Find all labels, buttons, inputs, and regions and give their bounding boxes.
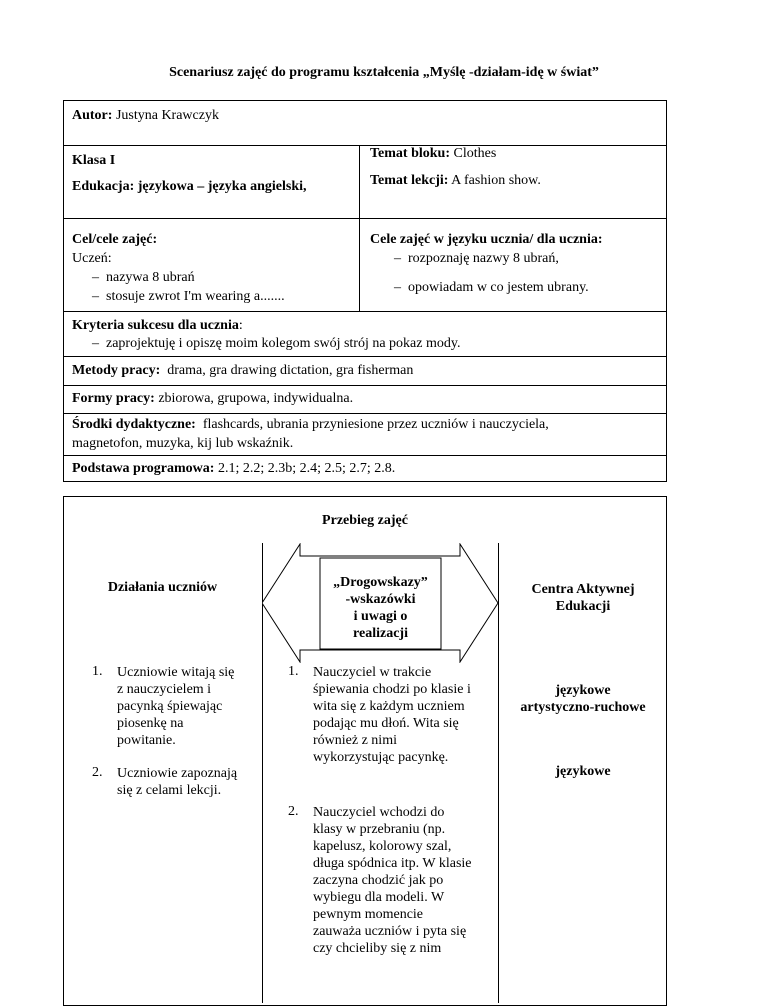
cel-label: Cel/cele zajęć: <box>72 232 158 247</box>
row-2-number: 2. <box>92 765 103 780</box>
text-line: językowe <box>555 683 611 698</box>
text-line: się z celami lekcji. <box>117 783 222 798</box>
formy-label: Formy pracy: <box>72 391 155 406</box>
column-divider <box>359 145 360 311</box>
row-1-centra <box>499 682 667 716</box>
cel-item <box>92 289 285 305</box>
divider <box>63 218 667 219</box>
cel-item <box>92 270 195 286</box>
text-line: Uczniowie witają się <box>117 665 235 680</box>
podstawa <box>72 461 395 477</box>
dash: – <box>92 270 99 285</box>
row-1-uczniowie <box>117 664 262 749</box>
text-line: pacynką śpiewając <box>117 699 223 714</box>
podstawa-label: Podstawa programowa: <box>72 461 215 476</box>
temat-lekcji-value: A fashion show. <box>451 173 541 188</box>
text-line: pewnym momencie <box>313 907 424 922</box>
divider <box>63 311 667 312</box>
row-2-mid-number: 2. <box>288 804 299 819</box>
text-line: wykorzystując pacynkę. <box>313 750 449 765</box>
klasa: Klasa I <box>72 153 116 168</box>
cele-uczen-item <box>394 251 559 267</box>
text-line: zauważa uczniów i pyta się <box>313 924 467 939</box>
text-line: śpiewania chodzi po klasie i <box>313 682 471 697</box>
row-1-number: 1. <box>92 664 103 679</box>
temat-bloku-label: Temat bloku: <box>370 146 451 161</box>
row-2-drogowskazy <box>313 804 498 957</box>
text-line: Uczniowie zapoznają <box>117 766 238 781</box>
header-line: i uwagi o <box>353 609 408 624</box>
divider <box>63 413 667 414</box>
kryteria-item <box>92 336 460 352</box>
cel-item-text: stosuje zwrot I'm wearing a....... <box>106 289 285 304</box>
dash: – <box>394 280 401 295</box>
uczen-label: Uczeń: <box>72 251 112 266</box>
formy <box>72 391 353 407</box>
srodki-value-1: flashcards, ubrania przyniesione przez uczniów i nauczyciela, <box>202 417 549 432</box>
row-2-centra <box>499 763 667 780</box>
text-line: piosenkę na <box>117 716 184 731</box>
text-line: językowe <box>555 764 611 779</box>
text-line: kapelusz, kolorowy szal, <box>313 839 452 854</box>
text-line: wybiegu dla modeli. W <box>313 890 445 905</box>
divider <box>63 145 667 146</box>
temat-lekcji-label: Temat lekcji: <box>370 173 449 188</box>
temat-bloku <box>370 146 496 162</box>
cele-uczen-item-text: opowiadam w co jestem ubrany. <box>408 280 589 295</box>
text-line: klasy w przebraniu (np. <box>313 822 446 837</box>
header-line: -wskazówki <box>345 592 416 607</box>
kryteria <box>72 318 243 334</box>
text-line: również z nimi <box>313 733 397 748</box>
autor-value: Justyna Krawczyk <box>115 108 219 123</box>
przebieg-header: Przebieg zajęć <box>322 513 408 528</box>
text-line: powitanie. <box>117 733 176 748</box>
srodki-line-2: magnetofon, muzyka, kij lub wskaźnik. <box>72 436 294 451</box>
kryteria-label: Kryteria sukcesu dla ucznia <box>72 318 239 333</box>
text-line: Nauczyciel w trakcie <box>313 665 432 680</box>
metody-value: drama, gra drawing dictation, gra fisherman <box>167 363 414 378</box>
col-header-centra <box>499 581 667 615</box>
cel-item-text: nazywa 8 ubrań <box>106 270 195 285</box>
kryteria-item-text: zaprojektuję i opiszę moim kolegom swój strój na pokaz mody. <box>106 336 461 351</box>
col-header-drogowskazy <box>320 574 441 642</box>
header-line: Edukacji <box>555 599 611 614</box>
text-line: wita się z każdym uczniem <box>313 699 465 714</box>
dash: – <box>394 251 401 266</box>
dash: – <box>92 336 99 351</box>
divider <box>63 385 667 386</box>
text-line: z nauczycielem i <box>117 682 212 697</box>
text-line: Nauczyciel wchodzi do <box>313 805 445 820</box>
divider <box>63 356 667 357</box>
row-1-drogowskazy <box>313 664 498 766</box>
col-header-uczniowie: Działania uczniów <box>107 580 218 595</box>
edukacja: Edukacja: językowa – języka angielski, <box>72 179 307 194</box>
cele-uczen-item-text: rozpoznaję nazwy 8 ubrań, <box>408 251 559 266</box>
temat-lekcji <box>370 173 541 189</box>
cele-uczen-item <box>394 280 589 296</box>
dash: – <box>92 289 99 304</box>
metody <box>72 363 413 379</box>
divider <box>63 455 667 456</box>
text-line: podając mu dłoń. Wita się <box>313 716 459 731</box>
text-line: czy chcieliby się z nim <box>313 941 442 956</box>
podstawa-value: 2.1; 2.2; 2.3b; 2.4; 2.5; 2.7; 2.8. <box>217 461 396 476</box>
formy-value: zbiorowa, grupowa, indywidualna. <box>158 391 354 406</box>
autor <box>72 108 219 124</box>
text-line: zaczyna chodzić jak po <box>313 873 444 888</box>
kryteria-colon: : <box>238 318 243 333</box>
header-line: Centra Aktywnej <box>531 582 635 597</box>
cele-uczen-label: Cele zajęć w języku ucznia/ dla ucznia: <box>370 232 603 247</box>
header-line: realizacji <box>353 626 408 641</box>
metody-label: Metody pracy: <box>72 363 161 378</box>
text-line: długa spódnica itp. W klasie <box>313 856 472 871</box>
document-title: Scenariusz zajęć do programu kształcenia „Myślę -działam-idę w świat” <box>169 65 599 80</box>
srodki-label: Środki dydaktyczne: <box>72 417 196 432</box>
text-line: artystyczno-ruchowe <box>520 700 646 715</box>
row-2-uczniowie <box>117 765 262 799</box>
row-1-mid-number: 1. <box>288 664 299 679</box>
autor-label: Autor: <box>72 108 113 123</box>
temat-bloku-value: Clothes <box>453 146 497 161</box>
srodki <box>72 417 549 433</box>
header-line: „Drogowskazy” <box>333 575 428 590</box>
